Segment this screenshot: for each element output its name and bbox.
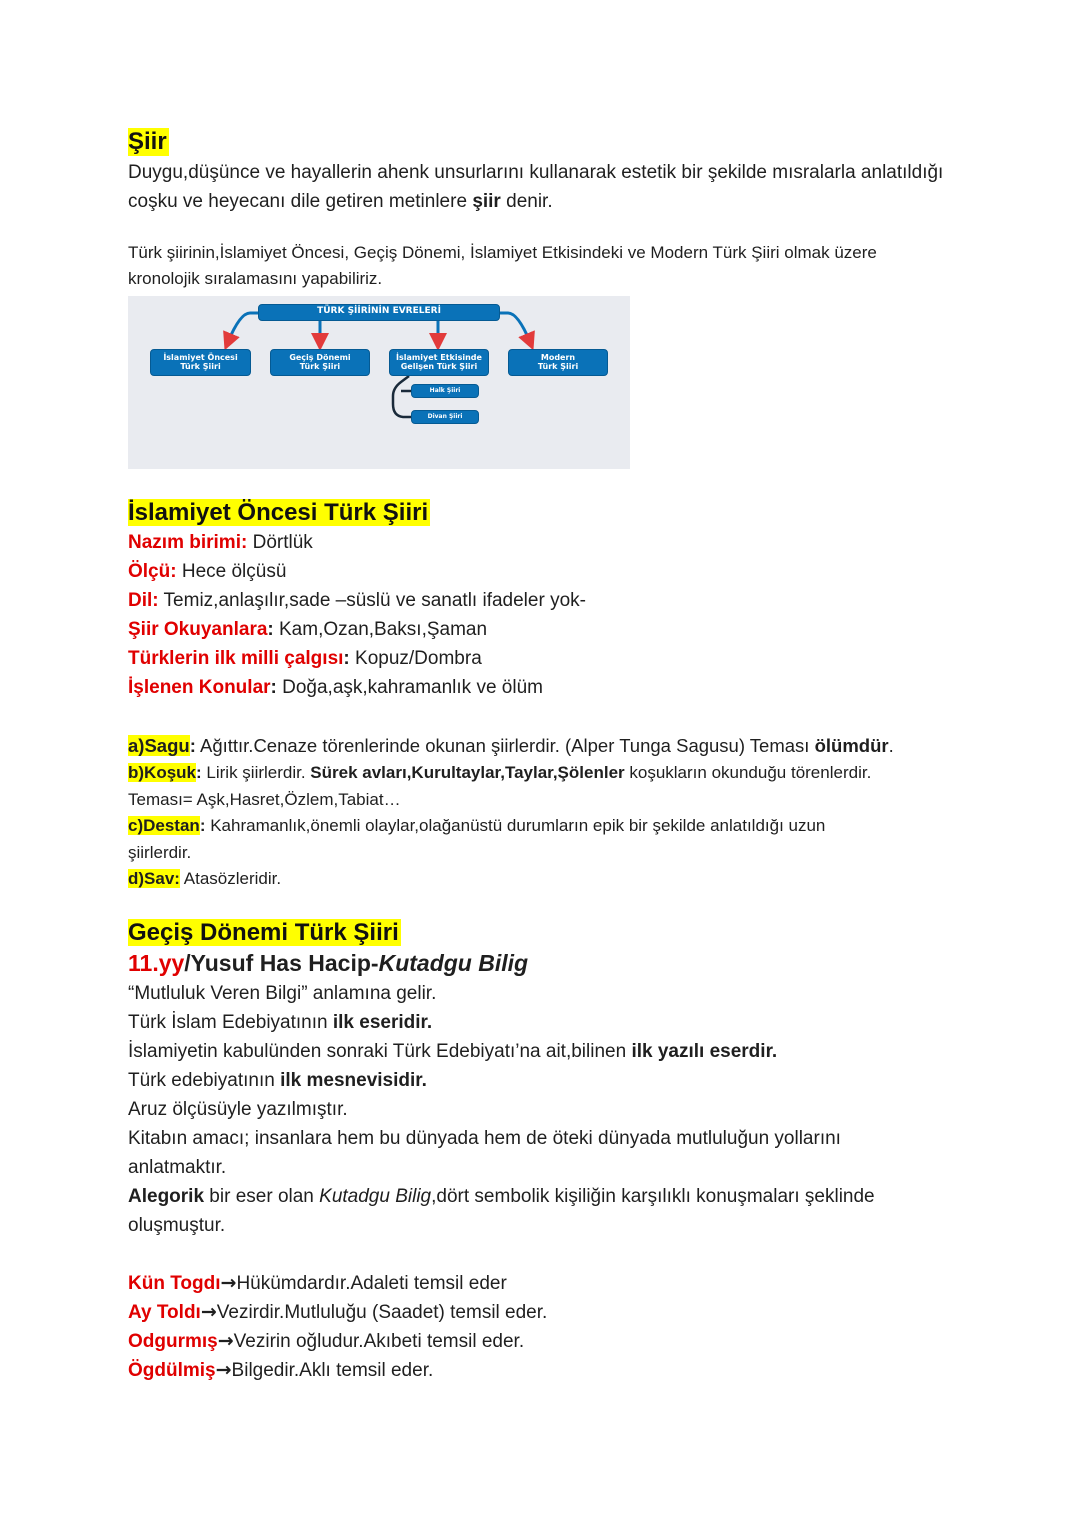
gecis-line-6: Kitabın amacı; insanlara hem bu dünyada hem de öteki dünyada mutluluğun yollarını anlatmaktır. [128, 1128, 841, 1179]
character-odgurmis: Odgurmış→Vezirin oğludur.Akıbeti temsil eder. [128, 1330, 525, 1353]
gecis-line-7: Alegorik bir eser olan Kutadgu Bilig,dört sembolik kişiliğin karşılıklı konuşmaları şeklinde oluşmuştur. [128, 1186, 875, 1237]
stage-gecis-donemi: Geçiş Dönemi Türk Şiiri [270, 349, 370, 376]
fact-dil: Dil: Temiz,anlaşılır,sade –süslü ve sanatlı ifadeler yok- [128, 590, 586, 612]
character-kun-togdi: Kün Togdı→Hükümdardır.Adaleti temsil eder [128, 1272, 507, 1295]
sav-line: d)Sav: Atasözleridir. [128, 869, 282, 889]
gecis-line-1: “Mutluluk Veren Bilgi” anlamına gelir. [128, 983, 437, 1005]
kosuk-line: b)Koşuk: Lirik şiirlerdir. Sürek avları,Kurultaylar,Taylar,Şölenler koşukların okunduğu törenlerdir. [128, 763, 872, 783]
sub-stage-halk: Halk Şiiri [411, 384, 479, 398]
gecis-line-2: Türk İslam Edebiyatının ilk eseridir. [128, 1012, 433, 1034]
islamiyet-oncesi-heading [128, 499, 948, 527]
turk-siiri-evreleri-diagram [128, 296, 630, 469]
sub-stage-divan: Divan Şiiri [411, 410, 479, 424]
kosuk-tema: Teması= Aşk,Hasret,Özlem,Tabiat… [128, 789, 401, 809]
arrow-icon: → [200, 1301, 217, 1324]
gecis-heading [128, 919, 948, 947]
diagram-title-box: TÜRK ŞİİRİNİN EVRELERİ [258, 304, 500, 321]
islamiyet-oncesi-facts [128, 528, 948, 702]
fact-nazim-birimi: Nazım birimi: Dörtlük [128, 532, 313, 554]
gecis-subtitle: 11.yy/Yusuf Has Hacip-Kutadgu Bilig [128, 950, 529, 977]
gecis-line-5: Aruz ölçüsüyle yazılmıştır. [128, 1099, 348, 1121]
siir-heading [128, 128, 948, 156]
character-ogdulmis: Ögdülmiş→Bilgedir.Aklı temsil eder. [128, 1359, 434, 1382]
gecis-line-4: Türk edebiyatının ilk mesnevisidir. [128, 1070, 427, 1092]
fact-siir-okuyanlar: Şiir Okuyanlara: Kam,Ozan,Baksı,Şaman [128, 619, 488, 641]
arrow-icon: → [217, 1330, 234, 1353]
destan-line: c)Destan: Kahramanlık,önemli olaylar,olağanüstü durumların epik bir şekilde anlatıldığı uzun şiirlerdir. [128, 816, 826, 862]
kutadgu-characters [128, 1269, 948, 1385]
connector-sub [393, 376, 411, 417]
diagram-connectors [128, 296, 630, 469]
fact-olcu: Ölçü: Hece ölçüsü [128, 561, 287, 583]
stage-islamiyet-etkisinde: İslamiyet Etkisinde Gelişen Türk Şiiri [389, 349, 489, 376]
document-page [128, 128, 948, 1385]
stage-modern: Modern Türk Şiiri [508, 349, 608, 376]
siir-title: Şiir [128, 128, 167, 155]
gecis-line-3: İslamiyetin kabulünden sonraki Türk Edebiyatı’na ait,bilinen ilk yazılı eserdir. [128, 1041, 778, 1063]
siir-chronology: Türk şiirinin,İslamiyet Öncesi, Geçiş Dönemi, İslamiyet Etkisindeki ve Modern Türk Şiiri olmak üzere kronolojik sıralamasını yapabiliriz. [128, 242, 877, 289]
sagu-line: a)Sagu: Ağıttır.Cenaze törenlerinde okunan şiirlerdir. (Alper Tunga Sagusu) Teması ölümdür. [128, 735, 894, 757]
stage-islamiyet-oncesi: İslamiyet Öncesi Türk Şiiri [150, 349, 251, 376]
fact-milli-calgi: Türklerin ilk milli çalgısı: Kopuz/Dombra [128, 648, 482, 670]
arrow-icon: → [220, 1272, 237, 1295]
islamiyet-oncesi-title: İslamiyet Öncesi Türk Şiiri [128, 498, 429, 526]
fact-konular: İşlenen Konular: Doğa,aşk,kahramanlık ve ölüm [128, 677, 543, 699]
gecis-title: Geçiş Dönemi Türk Şiiri [128, 918, 399, 946]
arrow-icon: → [215, 1359, 232, 1382]
character-ay-toldi: Ay Toldı→Vezirdir.Mutluluğu (Saadet) temsil eder. [128, 1301, 548, 1324]
siir-definition: Duygu,düşünce ve hayallerin ahenk unsurlarını kullanarak estetik bir şekilde mısralarla anlatıldığı coşku ve heyecanı dile getiren metinlere şiir denir. [128, 161, 944, 212]
